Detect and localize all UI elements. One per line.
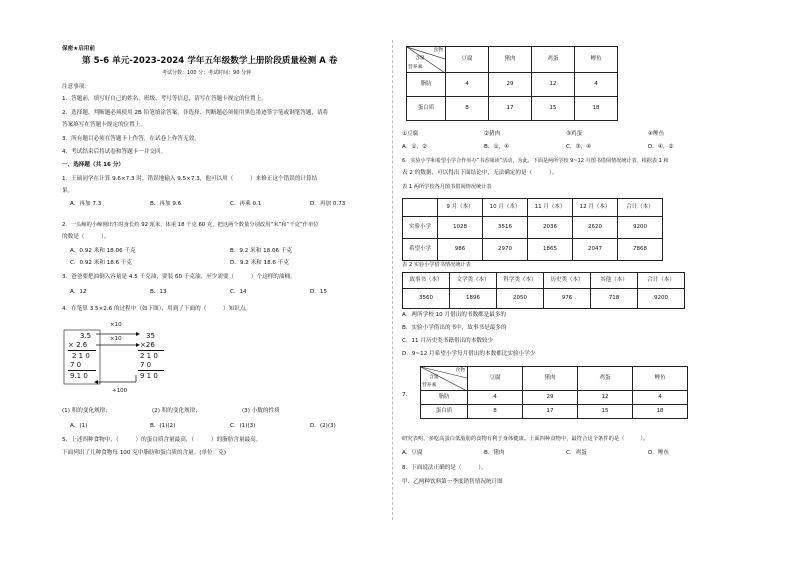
q8-text: 8．下面说法正确的是（ ）。 [402,465,487,471]
note-item: 答案填写在答题卡规定的位置上。 [62,122,146,128]
table1-cell: 9200 [618,217,663,239]
table2-header: 科学类（本） [497,273,544,289]
table-cell: 4 [633,391,688,405]
q4-text: 4．在笔算 3.5×2.6 的过程中（如下图），用到了下面的（ ）知识点。 [62,306,252,312]
table1-cell: 2036 [528,217,573,239]
q2-option-c: C．0.92 米和 18.6 千克 [70,260,133,266]
table1-header [403,199,438,217]
q2-option-b: B．9.2 米和 18.06 千克 [230,248,293,254]
q6-option-c: C．11 月历史类书籍借出的本数较少 [402,338,494,344]
q5-choice-a: A．①，② [402,144,428,150]
q5-option-2: ②猪肉 [484,131,501,137]
q4-option-c: C．(1)(3) [230,423,256,429]
table1-cell: 7868 [618,239,663,261]
table2 [402,272,685,309]
food-header: 鲤鱼 [575,47,618,73]
table-cell: 12 [532,73,575,97]
q5-option-1: ①豆腐 [402,131,419,137]
row-label: 蛋白质 [407,97,446,121]
calc-right-line: 2 1 0 [140,352,158,360]
table-cell: 18 [575,97,618,121]
table1-header: 9 月（本） [438,199,483,217]
corner-food: 食物 [455,368,465,373]
q1-text-cont: 果。 [62,188,74,194]
arrow-label-bottom: ÷100 [112,388,128,394]
table2-title: 表 2 实验小学借书情况统计表 [402,262,471,268]
table-cell: 15 [578,405,633,419]
table-cell: 18 [633,405,688,419]
table-cell: 4 [575,73,618,97]
table2-header: 历史类（本） [544,273,591,289]
q2-text: 2．一头鲸的小鲸刚出生时身长约 92 厘米，体重 18 千克 60 克，把这两个数量分别改用“米”和“千克”作单位 [62,222,319,228]
q5-option-4: ④鲤鱼 [648,131,665,137]
q7-option-a: A．豆腐 [402,450,423,456]
q7-option-c: C．鸡蛋 [566,450,587,456]
food-header: 猪肉 [489,47,532,73]
food-header: 鸡蛋 [578,367,633,391]
q3-option-a: A．12 [70,289,87,295]
q6-option-b: B．实验小学借出的书中，故事书是最多的 [402,325,507,331]
table-cell: 29 [523,391,578,405]
note-item: 3．所有题目必须在答题卡上作答，在试卷上作答无效。 [62,136,200,142]
row-label: 脂肪 [421,391,468,405]
table1-cell: 希望小学 [403,239,438,261]
q5-text-cont: 下面列出了几种食物每 100 克中脂肪和蛋白质的含量。(单位：克) [62,450,227,456]
food-header: 鲤鱼 [633,367,688,391]
calc-frame [62,320,172,400]
table1-cell: 986 [438,239,483,261]
q5-text: 5．上述四种食物中，（ ）的蛋白质含量最高，（ ）的脂肪含量最高。 [62,437,262,443]
table1-cell: 2620 [573,217,618,239]
q4-sub-1: (1) 积的变化规律； [62,408,111,414]
calc-right-line: 35 [146,332,155,340]
food-header: 豆腐 [468,367,523,391]
nutrition-table-q7 [420,366,688,419]
table2-cell: 976 [544,289,591,309]
secret-label: 保密★启用前 [62,46,95,52]
calc-left-line: 3.5 [80,332,92,340]
q6-text-cont: 表 2 的数据，可以得出下面结论中，无法确定的是（ ）。 [402,170,558,176]
calc-right-line: ×26 [140,341,155,349]
food-header: 鸡蛋 [532,47,575,73]
q5-choice-c: C．③，④ [566,144,592,150]
corner-nutrient: 营养素 [408,65,423,71]
q6-text: 6．实验小学和希望小学合作举办“书香阅读”活动，为此，下面是两所学校 9~12 月图书借阅情况统计表。根据表 1 和 [402,158,669,164]
q3-option-b: B．13 [150,289,167,295]
nutrition-table-top [406,46,618,121]
q2-text-cont: 的数是（ ）。 [62,234,110,240]
table2-cell: 1896 [450,289,497,309]
table-cell: 12 [578,391,633,405]
q2-option-a: A．0.92 米和 18.06 千克 [70,248,136,254]
q5-choice-d: D．④，② [648,144,674,150]
multiplication-figure [62,320,172,400]
left-column [62,0,384,562]
q8-chart-caption: 甲、乙两种饮料第一季度销售情况统计图 [402,479,503,485]
table-cell: 15 [532,97,575,121]
table2-header: 故事书（本） [403,273,450,289]
food-header: 豆腐 [446,47,489,73]
table1-cell: 1028 [438,217,483,239]
corner-content: 含量 [429,375,439,380]
page-title: 第 5-6 单元-2023-2024 学年五年级数学上册阶段质量检测 A 卷 [82,56,338,66]
corner-food: 食物 [433,48,443,53]
table1-header: 12 月（本） [573,199,618,217]
q7-label: 7． [402,392,412,398]
calc-left-line: 2 1 0 [72,352,90,360]
arrow-label-top1: ×10 [110,322,122,328]
section-heading: 一、选择题（共 16 分） [62,162,125,168]
q4-sub-3: (3) 小数的性质 [242,408,280,414]
calc-left-line: 9.1 0 [70,372,88,380]
column-divider [392,40,393,520]
q1-option-a: A．再加 7.3 [70,201,102,207]
note-item: 1．答题前，填写好自己的姓名、班级、考号等信息，请写在答题卡规定的位置上。 [62,96,267,102]
note-item: 4．考试结束后将试卷和答题卡一并交回。 [62,149,167,155]
q3-option-d: D．15 [310,289,328,295]
q1-option-b: B．再加 9.6 [150,201,182,207]
arrow-label-top2: ×10 [110,336,122,342]
table1-header: 10 月（本） [483,199,528,217]
table2-header: 文学类（本） [450,273,497,289]
q5-option-3: ③鸡蛋 [566,131,583,137]
calc-right-line: 7 0 [140,361,152,369]
q1-option-c: C．再乘 0.1 [230,201,262,207]
corner-nutrient: 营养素 [422,383,437,389]
table1-header: 合计（本） [618,199,663,217]
table1-title: 表 1 两所学校各月图书借阅情况统计表 [402,184,492,190]
notes-heading: 注意事项： [62,84,90,90]
table-cell: 29 [489,73,532,97]
q4-option-d: D．(2)(3) [310,423,336,429]
table-cell: 17 [523,405,578,419]
table-cell: 8 [468,405,523,419]
q7-option-b: B．猪肉 [484,450,505,456]
q4-sub-2: (2) 积的变化规律； [152,408,201,414]
q1-option-d: D．再加 0.73 [310,201,346,207]
calc-left-line: 7 0 [70,361,82,369]
row-label: 脂肪 [407,73,446,97]
table2-cell: 3560 [403,289,450,309]
table1-cell: 3516 [483,217,528,239]
q7-option-d: D．鲤鱼 [648,450,670,456]
q5-choice-b: B．①，④ [484,144,510,150]
table-cell: 17 [489,97,532,121]
table1 [402,198,663,261]
q1-text: 1．王硕同学在计算 9.6×7.3 时，错误地输入 9.5×7.3，他可以用（ ）来修正这个错误的计算结 [62,176,318,182]
table1-cell: 2970 [483,239,528,261]
table-cell: 4 [468,391,523,405]
q7-text: 研究表明，多吃高蛋白低脂肪的食物有利于身体健康。上面四种食物中，最符合这个条件的是（ ）。 [402,436,649,442]
table1-cell: 实验小学 [403,217,438,239]
table1-header: 11 月（本） [528,199,573,217]
table1-cell: 2047 [573,239,618,261]
food-header: 猪肉 [523,367,578,391]
q2-option-d: D．9.2 米和 18.6 千克 [230,260,289,266]
table2-cell: 718 [591,289,638,309]
score-time: 考试分数：100 分；考试时间：90 分钟 [162,70,252,76]
calc-left-line: × 2.6 [68,341,88,349]
q3-text: 3．爸爸要把油倒入容量是 4.5 千克油，要装 60 千克油，至少需要（ ）个这样的油桶。 [62,274,296,280]
q3-option-c: C．14 [230,289,247,295]
row-label: 蛋白质 [421,405,468,419]
table1-cell: 1865 [528,239,573,261]
calc-right-line: 9 1 0 [140,372,158,380]
table-cell: 8 [446,97,489,121]
table2-header: 合计（本） [638,273,685,289]
corner-content: 含量 [415,56,425,61]
right-column [400,0,730,562]
q6-option-d: D．9~12 月希望小学每月借出的本数都比实验小学少 [402,351,536,357]
q4-option-b: B．(1)(2) [150,423,176,429]
q6-option-a: A．两所学校 10 月借出的书数都是最多的 [402,312,507,318]
table-corner-cell [421,367,468,391]
table-corner-cell [407,47,446,73]
table2-cell: 2050 [497,289,544,309]
q4-option-a: A．(1) [70,423,88,429]
table2-header: 其他（本） [591,273,638,289]
table2-cell: 9200 [638,289,685,309]
note-item: 2．选择题、判断题必须使用 2B 铅笔填涂答案，非选择、判断题必须使用黑色墨迹签字笔或钢笔答题，请将 [62,110,329,116]
table-cell: 4 [446,73,489,97]
